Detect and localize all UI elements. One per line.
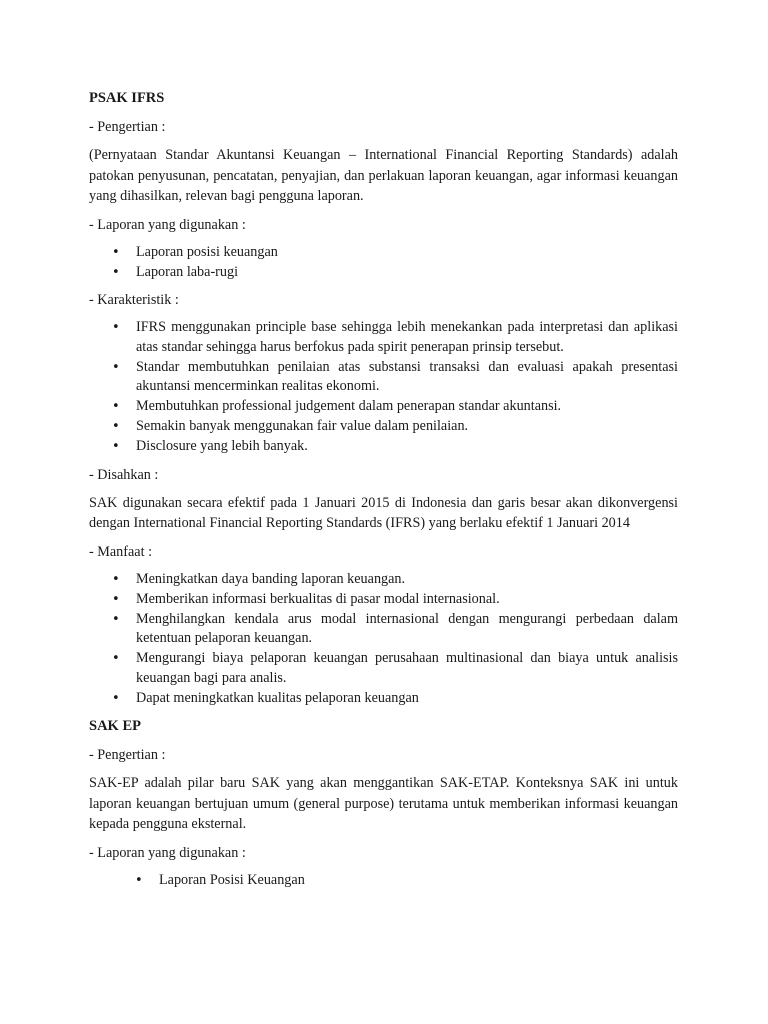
list-item: • Memberikan informasi berkualitas di pasar modal internasional. [89, 590, 678, 610]
psak-karakteristik-label: - Karakteristik : [89, 292, 179, 308]
psak-manfaat-list [89, 570, 678, 709]
psak-pengertian-text: (Pernyataan Standar Akuntansi Keuangan – International Financial Reporting Standards) adalah patokan penyusunan, pencatatan, penyajian, dan perlakuan laporan keuangan, agar informasi keuangan yang dihasilkan, relevan bagi pengguna laporan. [89, 147, 678, 204]
list-item: • Menghilangkan kendala arus modal internasional dengan mengurangi perbedaan dalam ketentuan pelaporan keuangan. [89, 610, 678, 649]
psak-disahkan-label: - Disahkan : [89, 466, 159, 483]
list-item: • Laporan posisi keuangan [89, 243, 678, 263]
sakep-pengertian-label: - Pengertian : [89, 747, 166, 763]
list-item: • Membutuhkan professional judgement dalam penerapan standar akuntansi. [89, 397, 678, 417]
psak-disahkan-text: SAK digunakan secara efektif pada 1 Januari 2015 di Indonesia dan garis besar akan dikonvergensi dengan International Financial Reporting Standards (IFRS) yang berlaku efektif 1 Januari 2014 [89, 494, 678, 531]
psak-laporan-label: - Laporan yang digunakan : [89, 216, 246, 233]
sakep-pengertian-text: SAK-EP adalah pilar baru SAK yang akan menggantikan SAK-ETAP. Konteksnya SAK ini untuk laporan keuangan bertujuan umum (general purpose) terutama untuk memberikan informasi keuangan kepada pengguna eksternal. [89, 775, 678, 832]
psak-manfaat-label: - Manfaat : [89, 543, 153, 560]
sakep-laporan-label: - Laporan yang digunakan : [89, 844, 246, 861]
psak-laporan-list [89, 243, 678, 283]
sakep-laporan-list [89, 871, 678, 891]
list-item: • Laporan Posisi Keuangan [89, 871, 678, 891]
list-item: • Standar membutuhkan penilaian atas substansi transaksi dan evaluasi apakah presentasi akuntansi mencerminkan realitas ekonomi. [89, 358, 678, 397]
list-item: • Laporan laba-rugi [89, 263, 678, 283]
psak-ifrs-heading: PSAK IFRS [89, 90, 165, 106]
psak-karakteristik-list [89, 318, 678, 457]
list-item: • Dapat meningkatkan kualitas pelaporan keuangan [89, 689, 678, 709]
list-item: • Mengurangi biaya pelaporan keuangan perusahaan multinasional dan biaya untuk analisis keuangan bagi para analis. [89, 649, 678, 688]
list-item: • Disclosure yang lebih banyak. [89, 437, 678, 457]
sak-ep-heading: SAK EP [89, 718, 141, 734]
psak-pengertian-label: - Pengertian : [89, 119, 166, 135]
list-item: • Meningkatkan daya banding laporan keuangan. [89, 570, 678, 590]
document-page [89, 88, 678, 898]
list-item: • Semakin banyak menggunakan fair value dalam penilaian. [89, 417, 678, 437]
list-item: • IFRS menggunakan principle base sehingga lebih menekankan pada interpretasi dan aplikasi atas standar sehingga harus berfokus pada spirit penerapan prinsip tersebut. [89, 318, 678, 357]
